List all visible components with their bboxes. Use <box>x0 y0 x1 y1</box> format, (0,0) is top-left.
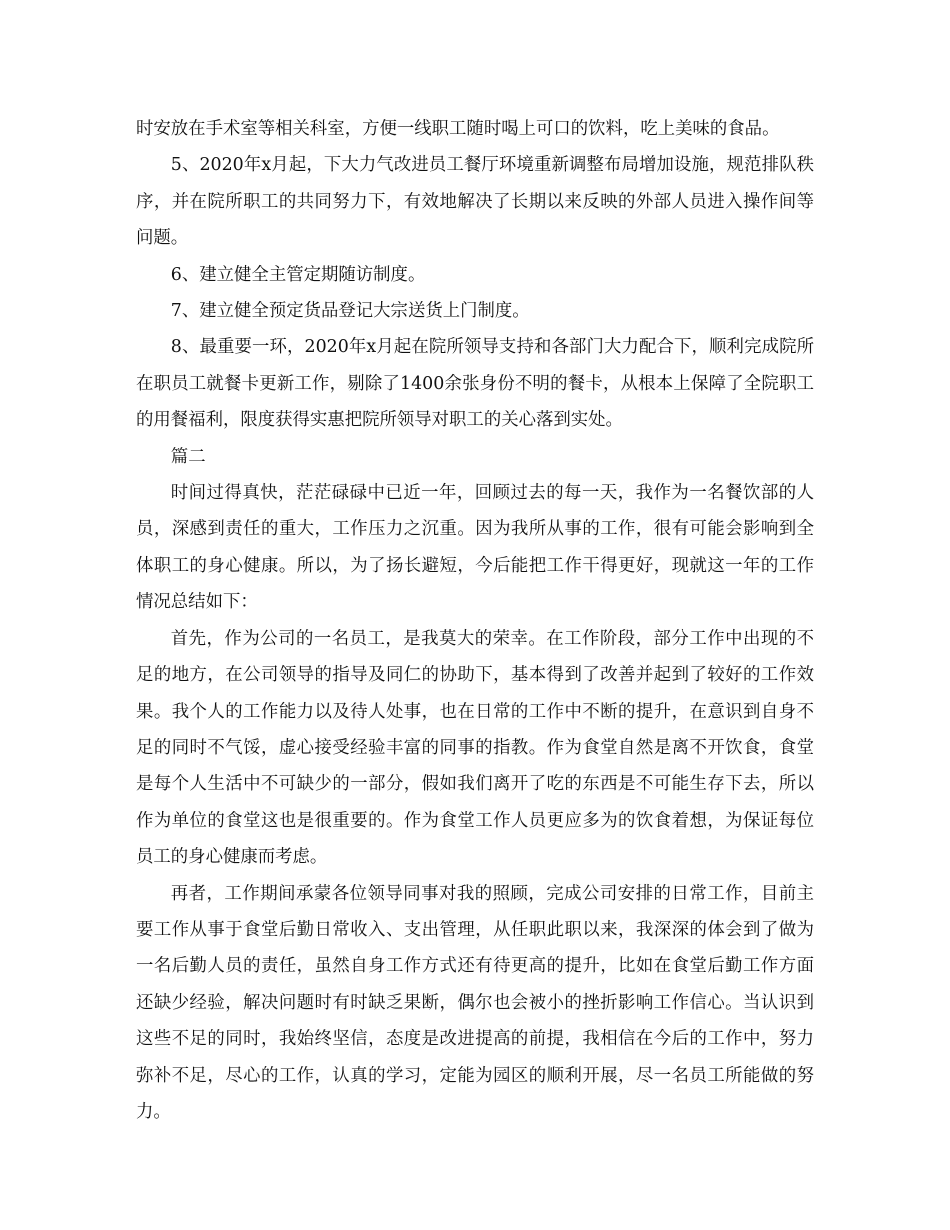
paragraph-item-5: 5、2020年x月起，下大力气改进员工餐厅环境重新调整布局增加设施，规范排队秩序，并在院所职工的共同努力下，有效地解决了长期以来反映的外部人员进入操作间等问题。 <box>136 155 814 249</box>
document-body <box>136 111 814 1130</box>
paragraph-item-6: 6、建立健全主管定期随访制度。 <box>170 264 426 285</box>
paragraph-continuation: 时安放在手术室等相关科室，方便一线职工随时喝上可口的饮料，吃上美味的食品。 <box>136 119 780 139</box>
paragraph-first: 首先，作为公司的一名员工，是我莫大的荣幸。在工作阶段，部分工作中出现的不足的地方，在公司领导的指导及同仁的协助下，基本得到了改善并起到了较好的工作效果。我个人的工作能力以及待人处事，也在日常的工作中不断的提升，在意识到自身不足的同时不气馁，虚心接受经验丰富的同事的指教。作为食堂自然是离不开饮食，食堂是每个人生活中不可缺少的一部分，假如我们离开了吃的东西是不可能生存下去，所以作为单位的食堂这也是很重要的。作为食堂工作人员更应多为的饮食着想，为保证每位员工的身心健康而考虑。 <box>136 628 814 868</box>
paragraph-second: 再者，工作期间承蒙各位领导同事对我的照顾，完成公司安排的日常工作，目前主要工作从事于食堂后勤日常收入、支出管理，从任职此职以来，我深深的体会到了做为一名后勤人员的责任，虽然自身工作方式还有待更高的提升，比如在食堂后勤工作方面还缺少经验，解决问题时有时缺乏果断，偶尔也会被小的挫折影响工作信心。当认识到这些不足的同时，我始终坚信，态度是改进提高的前提，我相信在今后的工作中，努力弥补不足，尽心的工作，认真的学习，定能为园区的顺利开展，尽一名员工所能做的努力。 <box>136 883 814 1122</box>
paragraph-item-8: 8、最重要一环，2020年x月起在院所领导支持和各部门大力配合下，顺利完成院所在职员工就餐卡更新工作，剔除了1400余张身份不明的餐卡，从根本上保障了全院职工的用餐福利，限度获得实惠把院所领导对职工的关心落到实处。 <box>136 337 814 431</box>
paragraph-item-7: 7、建立健全预定货品登记大宗送货上门制度。 <box>170 301 530 322</box>
paragraph-intro: 时间过得真快，茫茫碌碌中已近一年，回顾过去的每一天，我作为一名餐饮部的人员，深感到责任的重大，工作压力之沉重。因为我所从事的工作，很有可能会影响到全体职工的身心健康。所以，为了扬长避短，今后能把工作干得更好，现就这一年的工作情况总结如下： <box>136 483 814 613</box>
section-heading: 篇二 <box>170 446 206 467</box>
